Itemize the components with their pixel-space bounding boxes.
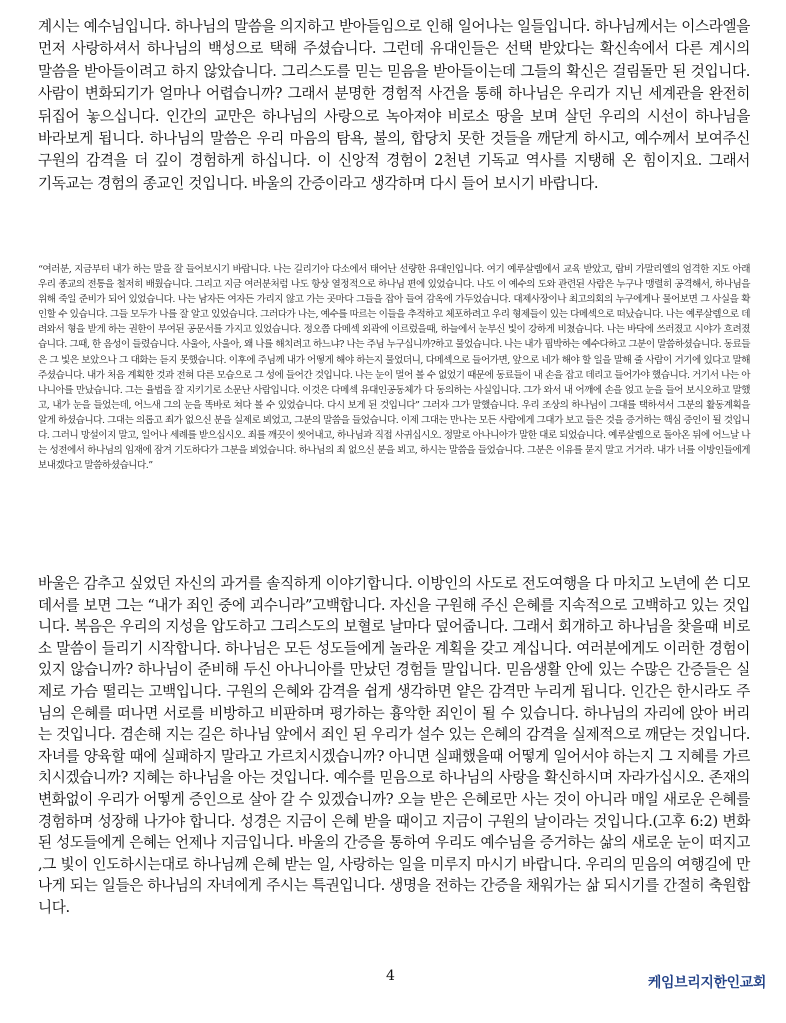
church-name-logo: 케임브리지한인교회 [647,975,766,991]
body-paragraph-1: 계시는 예수님입니다. 하나님의 말씀을 의지하고 받아들임으로 인해 일어나는 일들입니다. 하나님께서는 이스라엘을 먼저 사랑하셔서 하나님의 백성으로 택해 주셨습니다. 그런데 유대인들은 선택 받았다는 확신속에서 다른 계시의 말씀을 받아들이려고 하지 않았습니다. 그리스도를 믿는 믿음을 받아들이는데 그들의 확신은 걸림돌만 된 것입니다. 사람이 변화되기가 얼마나 어렵습니까? 그래서 분명한 경험적 사건을 통해 하나님은 우리가 지닌 세계관을 완전히 뒤집어 놓으십니다. 인간의 교만은 하나님의 사랑으로 녹아져야 비로소 땅을 보며 살던 우리의 시선이 하나님을 바라보게 됩니다. 하나님의 말씀은 우리 마음의 탐욕, 불의, 합당치 못한 것들을 깨닫게 하시고, 예수께서 보여주신 구원의 감격을 더 깊이 경험하게 하십니다. 이 신앙적 경험이 2천년 기독교 역사를 지탱해 온 힘이지요. 그래서 기독교는 경험의 종교인 것입니다. 바울의 간증이라고 생각하며 다시 들어 보시기 바랍니다. [38,18,750,192]
body-paragraph-2: 바울은 감추고 싶었던 자신의 과거를 솔직하게 이야기합니다. 이방인의 사도로 전도여행을 다 마치고 노년에 쓴 디모데서를 보면 그는 “내가 죄인 중에 괴수니라”고백합니다. 자신을 구원해 주신 은혜를 지속적으로 고백하고 있는 것입니다. 복음은 우리의 지성을 압도하고 그리스도의 보혈로 날마다 덮어줍니다. 그래서 회개하고 하나님을 찾을때 비로소 말씀이 들리기 시작합니다. 하나님은 모든 성도들에게 놀라운 계획을 갖고 계십니다. 여러분에게도 이러한 경험이 있지 않습니까? 하나님이 준비해 두신 아나니아를 만났던 경험들 말입니다. 믿음생활 안에 있는 수많은 간증들은 실제로 가슴 떨리는 고백입니다. 구원의 은혜와 감격을 쉽게 생각하면 얕은 감격만 누리게 됩니다. 인간은 한시라도 주님의 은혜를 떠나면 서로를 비방하고 비판하며 평가하는 흉악한 죄인이 될 수 있습니다. 하나님의 자리에 앉아 버리는 것입니다. 겸손해 지는 길은 하나님 앞에서 죄인 된 우리가 설수 있는 은혜의 감격을 실제적으로 깨닫는 것입니다. 자녀를 양육할 때에 실패하지 말라고 가르치시겠습니까? 아니면 실패했을때 어떻게 일어서야 하는지 그 지혜를 가르치시겠습니까? 지혜는 하나님을 아는 것입니다. 예수를 믿음으로 하나님의 사랑을 확신하시며 자라가십시오. 존재의 변화없이 우리가 어떻게 증인으로 살아 갈 수 있겠습니까? 오늘 받은 은혜로만 사는 것이 아니라 매일 새로운 은혜를 경험하며 성장해 나가야 합니다. 성경은 지금이 은혜 받을 때이고 지금이 구원의 날이라는 것입니다.(고후 6:2) 변화된 성도들에게 은혜는 언제나 지금입니다. 바울의 간증을 통하여 우리도 예수님을 증거하는 삶의 새로운 눈이 떠지고 ,그 빛이 인도하시는대로 하나님께 은혜 받는 일, 사랑하는 일을 미루지 마시기 바랍니다. 우리의 믿음의 여행길에 만나게 되는 일들은 하나님의 자녀에게 주시는 특권입니다. 생명을 전하는 간증을 채워가는 삶 되시기를 간절히 축원합니다. [38,575,751,916]
scripture-quote: “여러분, 지금부터 내가 하는 말을 잘 들어보시기 바랍니다. 나는 길리기아 다소에서 태어난 선량한 유대인입니다. 여기 예루살렘에서 교육 받았고, 랍비 가말리엘의 엄격한 지도 아래 우리 종교의 전통을 철저히 배웠습니다. 그리고 지금 여러분처럼 나도 항상 열정적으로 하나님 편에 있었습니다. 나도 이 예수의 도와 관련된 사람은 누구나 맹렬히 공격해서, 하나님을 위해 죽일 준비가 되어 있었습니다. 나는 남자든 여자든 가리지 않고 가는 곳마다 그들을 잡아 들여 감옥에 가두었습니다. 대제사장이나 최고의회의 누구에게나 물어보면 그 사실을 확인할 수 있습니다. 그들 모두가 나를 잘 알고 있었습니다. 그러다가 나는, 예수를 따르는 이들을 추적하고 체포하려고 우리 형제들이 있는 다메섹으로 떠났습니다. 나는 예루살렘으로 데려와서 형을 받게 하는 권한이 부여된 공문서를 가지고 있었습니다. 정오쯤 다메섹 외곽에 이르렀을때, 하늘에서 눈부신 빛이 강하게 비쳤습니다. 나는 바닥에 쓰러졌고 시야가 흐려졌습니다. 그때, 한 음성이 들렸습니다. 사울아, 사울아, 왜 나를 해치려고 하느냐? 나는 주님 누구십니까?하고 물었습니다. 나는 내가 핍박하는 예수다하고 그분이 말씀하셨습니다. 동료들은 그 빛은 보았으나 그 대화는 듣지 못했습니다. 이후에 주님께 내가 어떻게 해야 하는지 물었더니, 다메섹으로 들어가면, 앞으로 네가 해야 할 일을 말해 줄 사람이 거기에 있다고 말해 주셨습니다. 내가 처음 계획한 것과 전혀 다른 모습으로 그 성에 들어간 것입니다. 나는 눈이 멀어 볼 수 없었기 때문에 동료들이 내 손을 잡고 데리고 들어가야 했습니다. 거기서 나는 아나니아를 만났습니다. 그는 율법을 잘 지키기로 소문난 사람입니다. 이것은 다메섹 유대인공동체가 다 동의하는 사실입니다. 그가 와서 내 어깨에 손을 얹고 눈을 들어 보시오하고 말했고, 내가 눈을 들었는데, 어느새 그의 눈을 똑바로 쳐다 볼 수 있었습니다. 다시 보게 된 것입니다” 그러자 그가 말했습니다. 우리 조상의 하나님이 그대를 택하셔서 그분의 활동계획을 알게 하셨습니다. 그대는 의롭고 죄가 없으신 분을 실제로 뵈었고, 그분의 말씀을 들었습니다. 이제 그대는 만나는 모든 사람에게 그대가 보고 들은 것을 증거하는 핵심 증인이 될 것입니다. 그러니 망설이지 말고, 일어나 세례를 받으십시오. 죄를 깨끗이 씻어내고, 하나님과 직접 사귀십시오. 정말로 아나니아가 말한 대로 되었습니다. 예루살렘으로 돌아온 뒤에 어느날 나는 성전에서 하나님의 임재에 잠겨 기도하다가 그분을 뵈었습니다. 하나님의 죄 없으신 분을 뵈고, 하시는 말씀을 들었습니다. 그분은 이유를 묻지 말고 거거라. 내가 너를 이방인들에게 보내겠다고 말씀하셨습니다.” [38,264,750,472]
page-number: 4 [386,968,395,984]
